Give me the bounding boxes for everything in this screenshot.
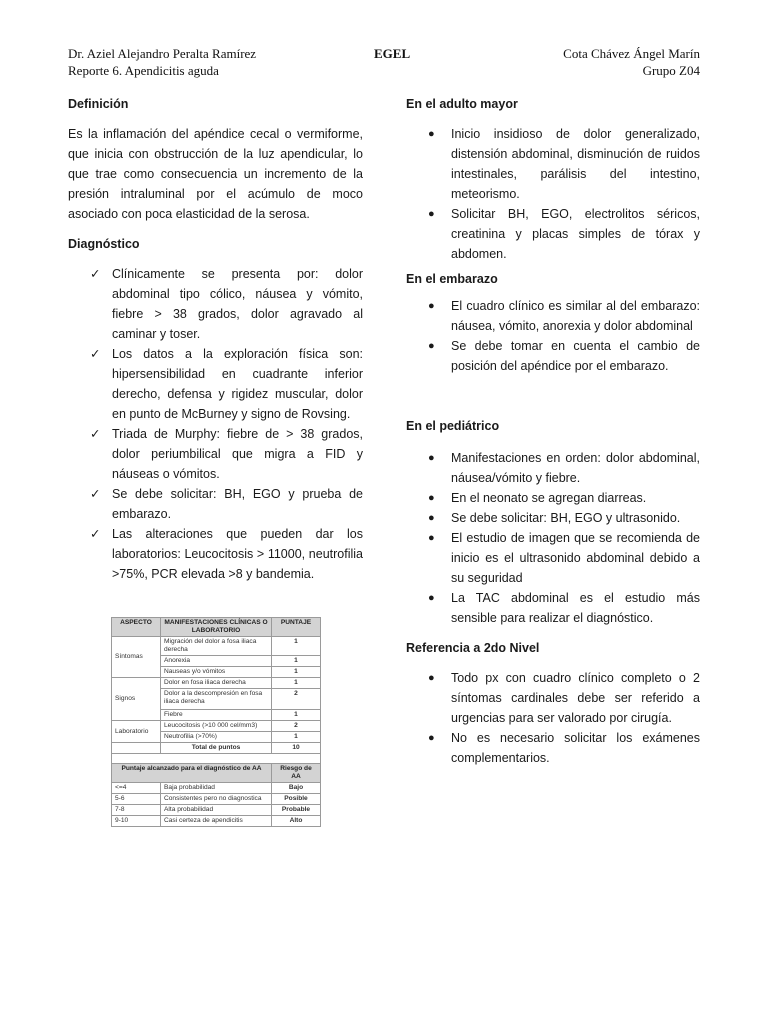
table-row	[112, 764, 321, 783]
left-column	[68, 94, 363, 584]
bullet-icon: ●	[428, 532, 435, 544]
group-label: Grupo Z04	[642, 63, 700, 78]
list-item: ● El estudio de imagen que se recomienda de inicio es el ultrasonido abdominal debido a su seguridad	[406, 528, 700, 588]
table-cell: Leucocitosis (>10 000 cel/mm3)	[161, 721, 272, 732]
table-row	[112, 678, 321, 689]
pediatrico-list	[406, 448, 700, 628]
pediatrico-heading: En el pediátrico	[406, 419, 500, 433]
adulto-list	[406, 124, 700, 264]
table-cell: 5-6	[112, 794, 161, 805]
right-column	[406, 94, 700, 768]
table-row	[112, 721, 321, 732]
list-item: ● Solicitar BH, EGO, electrolitos séricos, creatinina y placas simples de tórax y abdomen.	[406, 204, 700, 264]
embarazo-list	[406, 296, 700, 376]
table-cell: Dolor a la descompresión en fosa iliaca derecha	[161, 689, 272, 710]
list-item: ● Se debe solicitar: BH, EGO y ultrasonido.	[406, 508, 700, 528]
bullet-icon: ●	[428, 592, 435, 604]
table-cell: Signos	[112, 678, 161, 721]
report-title: Reporte 6. Apendicitis aguda	[68, 63, 219, 78]
table-cell: Fiebre	[161, 710, 272, 721]
checkmark-icon: ✓	[90, 267, 101, 281]
table-header: PUNTAJE	[272, 618, 321, 637]
table-cell: 10	[272, 743, 321, 754]
diagnostico-heading: Diagnóstico	[68, 237, 140, 251]
referencia-list	[406, 668, 700, 768]
bullet-icon: ●	[428, 492, 435, 504]
list-item: ● Todo px con cuadro clínico completo o 2 síntomas cardinales debe ser referido a urgencias para ser valorado por cirugía.	[406, 668, 700, 728]
header-right	[563, 45, 700, 79]
list-item: ● El cuadro clínico es similar al del embarazo: náusea, vómito, anorexia y dolor abdominal	[406, 296, 700, 336]
table-cell: 9-10	[112, 816, 161, 827]
table-cell: 1	[272, 637, 321, 656]
table-header: Puntaje alcanzado para el diagnóstico de AA	[112, 764, 272, 783]
list-item: ✓ Los datos a la exploración física son: hipersensibilidad en cuadrante inferior derecho, defensa y rigidez muscular, dolor en punto de McBurney y signo de Rovsing.	[68, 344, 363, 424]
table-row	[112, 805, 321, 816]
table-header: Riesgo de AA	[272, 764, 321, 783]
table-cell: 1	[272, 710, 321, 721]
table-cell: Consistentes pero no diagnostica	[161, 794, 272, 805]
checkmark-icon: ✓	[90, 347, 101, 361]
table-row	[112, 743, 321, 754]
header-center: EGEL	[374, 46, 411, 61]
table-cell: Casi certeza de apendicitis	[161, 816, 272, 827]
bullet-icon: ●	[428, 208, 435, 220]
alvarado-score-table	[111, 617, 321, 827]
checkmark-icon: ✓	[90, 487, 101, 501]
checkmark-icon: ✓	[90, 427, 101, 441]
table-cell: Anorexia	[161, 656, 272, 667]
table-row	[112, 637, 321, 656]
table-cell: 2	[272, 689, 321, 710]
list-item: ✓ Se debe solicitar: BH, EGO y prueba de embarazo.	[68, 484, 363, 524]
table-cell: Neutrofilia (>70%)	[161, 732, 272, 743]
list-item: ✓ Las alteraciones que pueden dar los laboratorios: Leucocitosis > 11000, neutrofilia >75%, PCR elevada >8 y bandemia.	[68, 524, 363, 584]
table-cell: Alto	[272, 816, 321, 827]
referencia-heading: Referencia a 2do Nivel	[406, 641, 540, 655]
definicion-heading: Definición	[68, 97, 129, 111]
table-header: ASPECTO	[112, 618, 161, 637]
table-cell: 1	[272, 732, 321, 743]
table-cell: Total de puntos	[161, 743, 272, 754]
table-cell: Síntomas	[112, 637, 161, 678]
definicion-text: Es la inflamación del apéndice cecal o vermiforme, que inicia con obstrucción de la luz apendicular, lo que trae como consecuencia un incremento de la presión intraluminal por el acúmulo de moco asociado con poca elasticidad de la serosa.	[68, 127, 363, 221]
bullet-icon: ●	[428, 672, 435, 684]
table-cell: Laboratorio	[112, 721, 161, 743]
author-name: Dr. Aziel Alejandro Peralta Ramírez	[68, 46, 257, 61]
list-item: ● En el neonato se agregan diarreas.	[406, 488, 700, 508]
bullet-icon: ●	[428, 732, 435, 744]
bullet-icon: ●	[428, 512, 435, 524]
header-left	[68, 45, 256, 79]
bullet-icon: ●	[428, 128, 435, 140]
student-name: Cota Chávez Ángel Marín	[563, 46, 700, 61]
embarazo-heading: En el embarazo	[406, 272, 498, 286]
bullet-icon: ●	[428, 300, 435, 312]
table-row	[112, 783, 321, 794]
list-item: ● Inicio insidioso de dolor generalizado, distensión abdominal, disminución de ruidos intestinales, parálisis del intestino, meteorismo.	[406, 124, 700, 204]
table-cell: 1	[272, 667, 321, 678]
list-item: ✓ Clínicamente se presenta por: dolor abdominal tipo cólico, náusea y vómito, fiebre > 38 grados, dolor agravado al caminar y toser.	[68, 264, 363, 344]
table-cell: Dolor en fosa iliaca derecha	[161, 678, 272, 689]
list-item: ● No es necesario solicitar los exámenes complementarios.	[406, 728, 700, 768]
table-cell: Probable	[272, 805, 321, 816]
table-cell: 2	[272, 721, 321, 732]
diagnostico-list	[68, 264, 363, 584]
table-header: MANIFESTACIONES CLÍNICAS O LABORATORIO	[161, 618, 272, 637]
bullet-icon: ●	[428, 452, 435, 464]
table-cell: <=4	[112, 783, 161, 794]
table-row	[112, 816, 321, 827]
table-cell: Migración del dolor a fosa iliaca derecha	[161, 637, 272, 656]
table-cell: 7-8	[112, 805, 161, 816]
adulto-heading: En el adulto mayor	[406, 97, 518, 111]
list-item: ✓ Triada de Murphy: fiebre de > 38 grados, dolor periumbilical que migra a FID y náuseas o vómitos.	[68, 424, 363, 484]
bullet-icon: ●	[428, 340, 435, 352]
table-cell: Bajo	[272, 783, 321, 794]
table-cell: Baja probabilidad	[161, 783, 272, 794]
list-item: ● Se debe tomar en cuenta el cambio de posición del apéndice por el embarazo.	[406, 336, 700, 376]
table-row	[112, 794, 321, 805]
table-cell: Posible	[272, 794, 321, 805]
list-item: ● Manifestaciones en orden: dolor abdominal, náusea/vómito y fiebre.	[406, 448, 700, 488]
table-cell: Alta probabilidad	[161, 805, 272, 816]
table-row	[112, 754, 321, 764]
table-cell: 1	[272, 656, 321, 667]
table-cell: Nauseas y/o vómitos	[161, 667, 272, 678]
table-cell: 1	[272, 678, 321, 689]
list-item: ● La TAC abdominal es el estudio más sensible para realizar el diagnóstico.	[406, 588, 700, 628]
checkmark-icon: ✓	[90, 527, 101, 541]
